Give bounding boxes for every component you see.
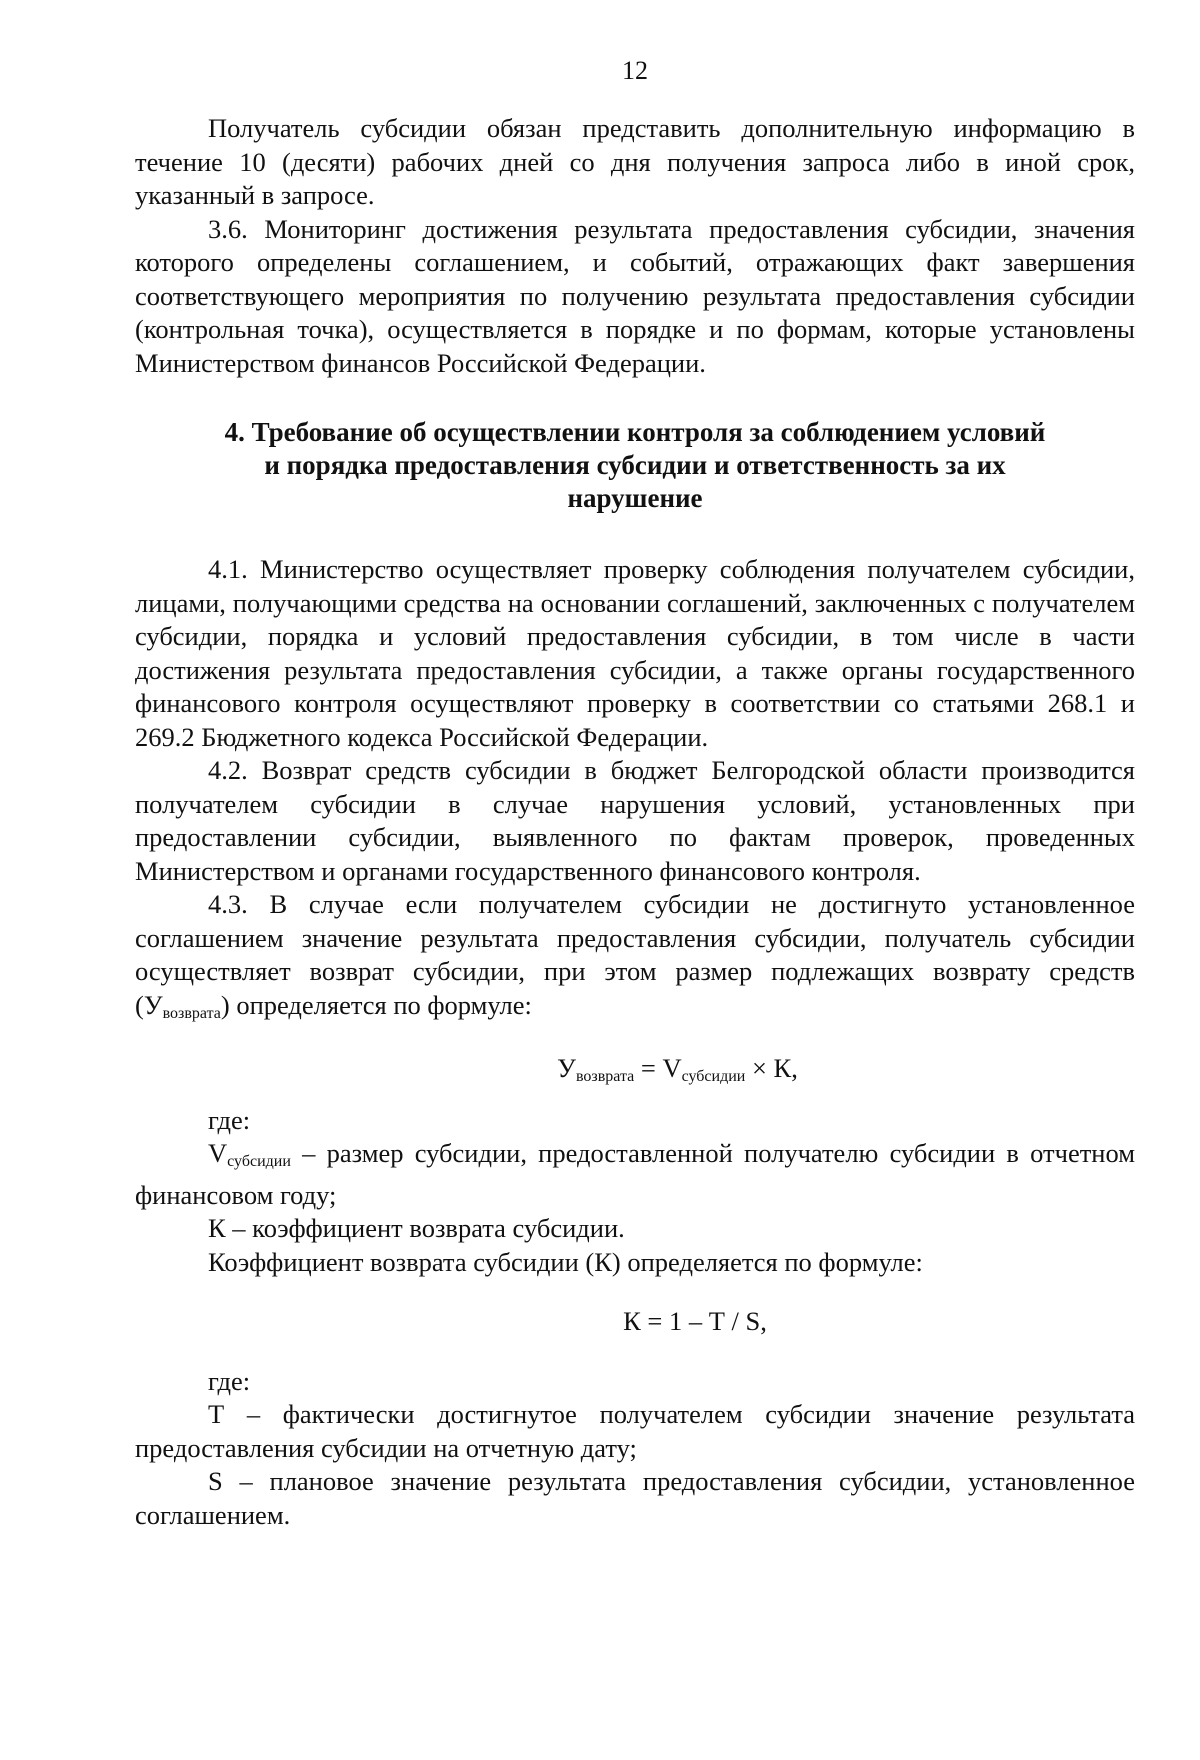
where-label: где: bbox=[208, 1365, 251, 1396]
section-4-heading-line: 4. Требование об осуществлении контроля за соблюдением условий bbox=[224, 417, 1046, 447]
paragraph-4-2: 4.2. Возврат средств субсидии в бюджет Белгородской области производится получателем субсидии в случае нарушения условий, установленных при предоставлении субсидии, выявленного по фактам проверок, проведенных Министерством и органами государственного финансового контроля. bbox=[135, 755, 1135, 886]
paragraph-3-6: 3.6. Мониторинг достижения результата предоставления субсидии, значения которого определены соглашением, и событий, отражающих факт завершения соответствующего мероприятия по получению результата предоставления субсидии (контрольная точка), осуществляется в порядке и по формам, которые установлены Министерством финансов Российской Федерации. bbox=[135, 213, 1135, 378]
coefficient-intro: Коэффициент возврата субсидии (К) определяется по формуле: bbox=[208, 1246, 923, 1277]
section-4-heading-line: и порядка предоставления субсидии и ответственность за их bbox=[264, 450, 1006, 480]
formula-v: V bbox=[662, 1053, 682, 1083]
return-formula bbox=[135, 1052, 1135, 1094]
definition-v-text: – размер субсидии, предоставленной получателю субсидии в отчетном финансовом году; bbox=[135, 1138, 1135, 1210]
formula-lhs-subscript: возврата bbox=[575, 1068, 635, 1085]
section-4-heading bbox=[135, 416, 1135, 515]
definition-k: К – коэффициент возврата субсидии. bbox=[208, 1213, 625, 1243]
paragraph-4-3-text: 4.3. В случае если получателем субсидии не достигнуто установленное соглашением значение результата предоставления субсидии, получатель субсидии осуществляет возврат субсидии, при этом размер подлежащих возврату средств ( bbox=[135, 889, 1135, 1020]
definition-v-symbol: V bbox=[208, 1138, 228, 1168]
return-amount-symbol: У bbox=[143, 989, 163, 1020]
definition-t: Т – фактически достигнутое получателем субсидии значение результата предоставления субсидии на отчетную дату; bbox=[135, 1399, 1135, 1463]
formula-v-subscript: субсидии bbox=[681, 1068, 746, 1085]
page-number: 12 bbox=[622, 56, 648, 85]
formula-lhs: У bbox=[557, 1053, 576, 1083]
formula-rest: × К, bbox=[745, 1053, 798, 1083]
paragraph-4-3 bbox=[135, 888, 1135, 1030]
coefficient-formula: К = 1 – Т / S, bbox=[623, 1306, 767, 1336]
paragraph-4-3-text-end: ) определяется по формуле: bbox=[220, 989, 532, 1020]
formula-equals: = bbox=[634, 1053, 663, 1083]
section-4-heading-line: нарушение bbox=[567, 483, 703, 513]
return-amount-subscript: возврата bbox=[162, 1004, 221, 1022]
definition-v-subscript: субсидии bbox=[227, 1153, 291, 1170]
paragraph-4-1: 4.1. Министерство осуществляет проверку соблюдения получателем субсидии, лицами, получающими средства на основании соглашений, заключенных с получателем субсидии, порядка и условий предоставления субсидии, в том числе в части достижения результата предоставления субсидии, а также органы государственного финансового контроля осуществляют проверку в соответствии со статьями 268.1 и 269.2 Бюджетного кодекса Российской Федерации. bbox=[135, 554, 1135, 752]
paragraph-info-request: Получатель субсидии обязан представить дополнительную информацию в течение 10 (десяти) рабочих дней со дня получения запроса либо в иной срок, указанный в запросе. bbox=[135, 113, 1135, 210]
where-label: где: bbox=[208, 1104, 251, 1135]
definition-s: S – плановое значение результата предоставления субсидии, установленное соглашением. bbox=[135, 1466, 1135, 1530]
document-body bbox=[135, 112, 1135, 1532]
definition-v bbox=[135, 1137, 1135, 1212]
